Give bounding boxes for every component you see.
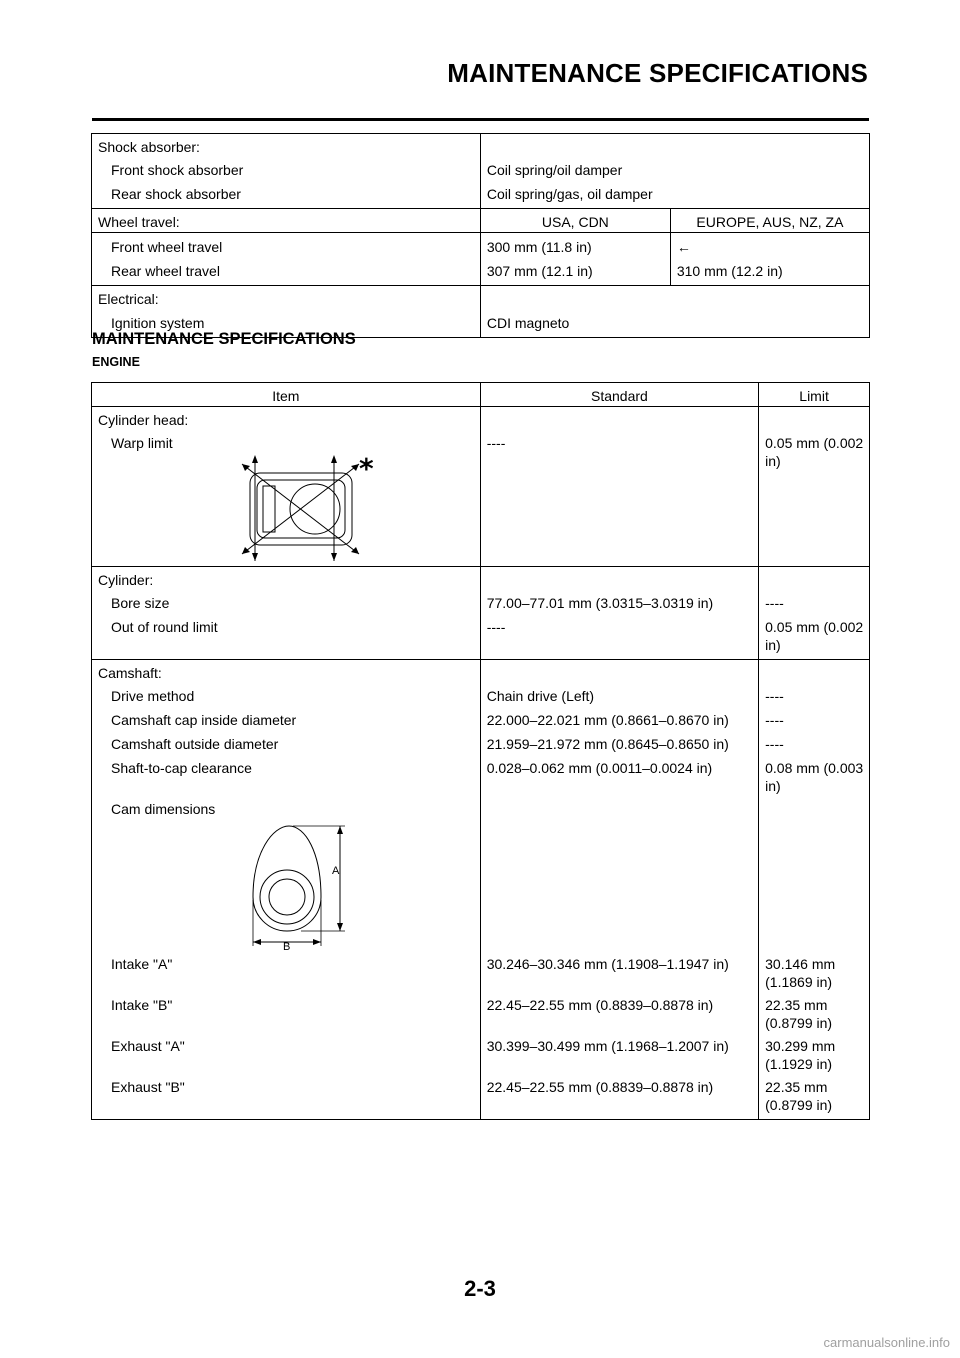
empty-cell (759, 795, 870, 950)
camshaft-label: Camshaft: (92, 660, 481, 683)
electrical-label: Electrical: (92, 285, 481, 309)
clearance-standard: 0.028–0.062 mm (0.0011–0.0024 in) (480, 754, 758, 795)
shock-absorber-label: Shock absorber: (98, 139, 200, 155)
empty-cell (480, 660, 758, 683)
empty-cell (759, 567, 870, 590)
exhaust-b-standard: 22.45–22.55 mm (0.8839–0.8878 in) (480, 1073, 758, 1120)
exhaust-a-label: Exhaust "A" (111, 1038, 185, 1054)
header-rule (92, 118, 869, 121)
clearance-label: Shaft-to-cap clearance (111, 760, 252, 776)
outside-diameter-label: Camshaft outside diameter (111, 736, 279, 752)
rear-shock-value: Coil spring/gas, oil damper (480, 180, 869, 209)
header-limit: Limit (759, 383, 870, 407)
front-wheel-travel-usa: 300 mm (11.8 in) (480, 233, 670, 257)
header-item: Item (272, 388, 300, 404)
warp-limit-limit: 0.05 mm (0.002 in) (759, 429, 870, 567)
drive-method-limit: ---- (759, 682, 870, 706)
front-shock-label: Front shock absorber (111, 162, 244, 178)
warp-figure-mark: * (359, 452, 374, 485)
exhaust-a-standard: 30.399–30.499 mm (1.1968–1.2007 in) (480, 1032, 758, 1073)
warp-limit-standard: ---- (480, 429, 758, 567)
empty-cell (759, 660, 870, 683)
drive-method-standard: Chain drive (Left) (480, 682, 758, 706)
front-wheel-travel-europe: ← (670, 233, 869, 257)
cam-figure-label-a: A (332, 865, 340, 877)
cylinder-head-label: Cylinder head: (92, 407, 481, 430)
empty-cell (480, 567, 758, 590)
chassis-spec-table (91, 133, 870, 338)
cap-inside-diameter-limit: ---- (759, 706, 870, 730)
rear-shock-label: Rear shock absorber (111, 186, 241, 202)
bore-size-label: Bore size (111, 595, 170, 611)
intake-b-label: Intake "B" (111, 997, 173, 1013)
col-usa-cdn: USA, CDN (480, 209, 670, 233)
rear-wheel-travel-usa: 307 mm (12.1 in) (480, 257, 670, 286)
clearance-limit: 0.08 mm (0.003 in) (759, 754, 870, 795)
empty-cell (480, 407, 758, 430)
intake-a-standard: 30.246–30.346 mm (1.1908–1.1947 in) (480, 950, 758, 991)
rear-wheel-travel-europe: 310 mm (12.2 in) (670, 257, 869, 286)
empty-cell (480, 795, 758, 950)
cam-figure-label-b: B (283, 941, 291, 950)
page-number: 2-3 (464, 1276, 496, 1301)
drive-method-label: Drive method (111, 688, 195, 704)
cam-dimensions-label: Cam dimensions (111, 801, 216, 817)
cap-inside-diameter-standard: 22.000–22.021 mm (0.8661–0.8670 in) (480, 706, 758, 730)
header-standard: Standard (480, 383, 758, 407)
exhaust-b-limit: 22.35 mm (0.8799 in) (759, 1073, 870, 1120)
ignition-system-value: CDI magneto (480, 309, 869, 338)
col-europe: EUROPE, AUS, NZ, ZA (670, 209, 869, 233)
empty-cell (759, 407, 870, 430)
empty-cell (480, 134, 869, 157)
front-wheel-travel-label: Front wheel travel (92, 233, 481, 257)
ignition-system-label: Ignition system (111, 315, 205, 331)
page-header-title: MAINTENANCE SPECIFICATIONS (447, 58, 868, 88)
outside-diameter-standard: 21.959–21.972 mm (0.8645–0.8650 in) (480, 730, 758, 754)
wheel-travel-label: Wheel travel: (92, 209, 481, 233)
bore-size-standard: 77.00–77.01 mm (3.0315–3.0319 in) (480, 589, 758, 613)
cap-inside-diameter-label: Camshaft cap inside diameter (111, 712, 297, 728)
intake-a-limit: 30.146 mm (1.1869 in) (759, 950, 870, 991)
bore-size-limit: ---- (759, 589, 870, 613)
intake-b-standard: 22.45–22.55 mm (0.8839–0.8878 in) (480, 991, 758, 1032)
out-of-round-label: Out of round limit (111, 619, 218, 635)
warp-limit-label: Warp limit (111, 435, 173, 451)
front-shock-value: Coil spring/oil damper (480, 156, 869, 180)
cam-dimensions-cell (92, 795, 481, 950)
warp-limit-cell (92, 429, 481, 567)
cylinder-head-warp-figure (237, 452, 377, 562)
exhaust-b-label: Exhaust "B" (111, 1079, 185, 1095)
intake-a-label: Intake "A" (111, 956, 173, 972)
empty-cell (480, 285, 869, 309)
cylinder-label: Cylinder: (92, 567, 481, 590)
cam-lobe-figure (241, 822, 351, 950)
section-subtitle: ENGINE (92, 355, 140, 369)
exhaust-a-limit: 30.299 mm (1.1929 in) (759, 1032, 870, 1073)
out-of-round-standard: ---- (480, 613, 758, 660)
watermark: carmanualsonline.info (823, 1335, 950, 1350)
out-of-round-limit: 0.05 mm (0.002 in) (759, 613, 870, 660)
engine-spec-table (91, 382, 870, 1120)
intake-b-limit: 22.35 mm (0.8799 in) (759, 991, 870, 1032)
outside-diameter-limit: ---- (759, 730, 870, 754)
section-title: MAINTENANCE SPECIFICATIONS (92, 330, 356, 348)
rear-wheel-travel-label: Rear wheel travel (111, 262, 220, 279)
